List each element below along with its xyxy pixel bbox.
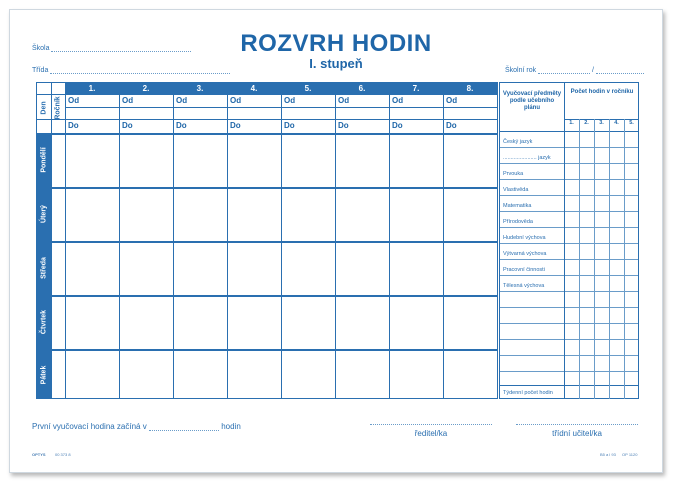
period-6-from[interactable]: Od (338, 96, 350, 105)
subjects-header: Vyučovací předměty podle učebního plánu (502, 91, 562, 111)
table-line (500, 355, 638, 356)
grid-line (37, 187, 497, 189)
product-code-right-1: B5 a l 93 (600, 452, 616, 457)
weekly-total-label: Týdenní počet hodin (503, 390, 553, 396)
table-line (594, 119, 595, 399)
table-line (500, 147, 638, 148)
table-line (500, 243, 638, 244)
table-line (609, 119, 610, 399)
period-1-number: 1. (88, 84, 96, 93)
table-line (500, 291, 638, 292)
product-code-right-2: OP 1120 (622, 452, 638, 457)
subject-foreign-language[interactable]: ...................... jazyk (503, 155, 551, 161)
table-line (500, 307, 638, 308)
first-lesson-dotted-line (149, 425, 219, 431)
period-4-to[interactable]: Do (230, 121, 241, 130)
table-line (500, 385, 638, 386)
table-line (500, 339, 638, 340)
school-dotted-line (51, 46, 191, 52)
day-column-label: Den (40, 101, 48, 115)
brand-logo: OPTYS (32, 452, 46, 457)
table-line (579, 119, 580, 399)
period-5-from[interactable]: Od (284, 96, 296, 105)
period-8-to[interactable]: Do (446, 121, 457, 130)
grid-line (37, 241, 497, 243)
hours-header: Počet hodin v ročníku (570, 89, 634, 95)
subject-art: Výtvarná výchova (503, 251, 547, 257)
grade-5-number: 5. (629, 120, 634, 126)
grid-line (37, 133, 497, 135)
table-line (500, 179, 638, 180)
subject-vlastiveda: Vlastivěda (503, 187, 529, 193)
page-title: ROZVRH HODIN (240, 30, 432, 57)
period-3-from[interactable]: Od (176, 96, 188, 105)
day-label-tuesday: Úterý (40, 205, 48, 223)
table-line (500, 195, 638, 196)
grid-line (227, 83, 228, 398)
table-line (624, 119, 625, 399)
grade-4-number: 4. (614, 120, 619, 126)
grid-line (37, 295, 497, 297)
page-subtitle: I. stupeň (309, 56, 363, 71)
school-label: Škola (32, 45, 50, 52)
product-code-left: 00 373 8 (55, 452, 71, 457)
table-line (500, 211, 638, 212)
table-line (500, 131, 638, 132)
grid-line (37, 119, 497, 120)
first-lesson-suffix: hodin (221, 422, 241, 431)
period-1-to[interactable]: Do (68, 121, 79, 130)
period-6-number: 6. (358, 84, 366, 93)
teacher-signature-line (516, 424, 638, 425)
class-label: Třída (32, 67, 49, 74)
period-7-number: 7. (412, 84, 420, 93)
period-7-to[interactable]: Do (392, 121, 403, 130)
year-separator: / (592, 67, 594, 74)
grid-line (37, 349, 497, 351)
first-lesson-prefix: První vyučovací hodina začíná v (32, 422, 147, 431)
period-5-to[interactable]: Do (284, 121, 295, 130)
principal-label: ředitel/ka (414, 429, 448, 438)
day-label-monday: Pondělí (40, 147, 48, 173)
period-8-number: 8. (466, 84, 474, 93)
grid-line (51, 83, 52, 398)
class-dotted-line (50, 68, 230, 74)
day-label-thursday: Čtvrtek (40, 309, 48, 335)
subject-mathematics: Matematika (503, 203, 532, 209)
grid-line (389, 83, 390, 398)
period-2-from[interactable]: Od (122, 96, 134, 105)
teacher-label: třídní učitel/ka (552, 429, 602, 438)
table-line (500, 371, 638, 372)
table-line (564, 119, 639, 120)
grid-line (443, 83, 444, 398)
grid-line (281, 83, 282, 398)
period-5-number: 5. (304, 84, 312, 93)
table-line (500, 259, 638, 260)
subject-czech: Český jazyk (503, 139, 533, 145)
class-field[interactable] (32, 67, 230, 74)
first-lesson-field[interactable] (32, 422, 241, 431)
grade-2-number: 2. (584, 120, 589, 126)
table-line (500, 275, 638, 276)
period-6-to[interactable]: Do (338, 121, 349, 130)
day-label-wednesday: Středa (40, 257, 48, 279)
grid-line (119, 83, 120, 398)
period-3-number: 3. (196, 84, 204, 93)
period-4-from[interactable]: Od (230, 96, 242, 105)
period-3-to[interactable]: Do (176, 121, 187, 130)
grid-line (335, 83, 336, 398)
table-line (500, 163, 638, 164)
subjects-hours-table (499, 82, 639, 399)
grade-1-number: 1. (569, 120, 574, 126)
subject-music: Hudební výchova (503, 235, 546, 241)
period-7-from[interactable]: Od (392, 96, 404, 105)
timetable-sheet (9, 9, 663, 473)
school-field[interactable] (32, 45, 191, 52)
table-line (500, 227, 638, 228)
principal-signature-line (370, 424, 492, 425)
year-column-label: Ročník (54, 96, 62, 120)
year-end-dotted-line (596, 68, 644, 74)
period-2-to[interactable]: Do (122, 121, 133, 130)
grid-line (37, 94, 497, 95)
subject-prvouka: Prvouka (503, 171, 524, 177)
subject-pe: Tělesná výchova (503, 283, 545, 289)
subject-work: Pracovní činnosti (503, 267, 545, 273)
day-label-friday: Pátek (40, 365, 48, 385)
period-2-number: 2. (142, 84, 150, 93)
timetable-grid (36, 82, 498, 399)
period-1-from[interactable]: Od (68, 96, 80, 105)
grid-line (65, 83, 66, 398)
table-line (564, 83, 565, 398)
grid-line (173, 83, 174, 398)
table-line (500, 323, 638, 324)
school-year-label: Školní rok (505, 67, 537, 74)
year-start-dotted-line (538, 68, 590, 74)
period-8-from[interactable]: Od (446, 96, 458, 105)
school-year-field[interactable] (505, 67, 644, 74)
period-4-number: 4. (250, 84, 258, 93)
grade-3-number: 3. (599, 120, 604, 126)
subject-science: Přírodověda (503, 219, 533, 225)
